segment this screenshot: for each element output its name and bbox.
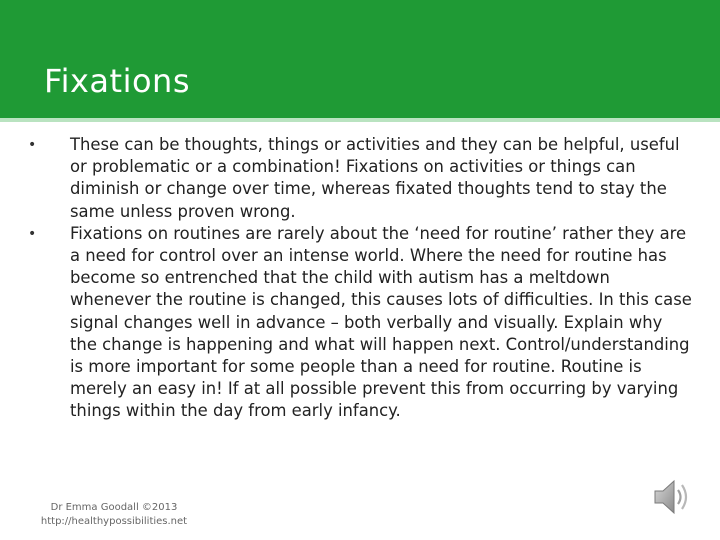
title-underline <box>0 118 720 122</box>
footer <box>38 501 190 529</box>
slide-title: Fixations <box>44 62 190 100</box>
bullet-text-1: These can be thoughts, things or activities and they can be helpful, useful or problematic or a combination! Fixations on activities or things can diminish or change over time, whereas fixated thoughts tend to stay the same unless proven wrong. <box>70 135 680 221</box>
speaker-icon[interactable] <box>652 474 692 520</box>
bullet-text-2: Fixations on routines are rarely about the ‘need for routine’ rather they are a need for control over an intense world. Where the need for routine has become so entrenched that the child with autism has a meltdown whenever the routine is changed, this causes lots of difficulties. In this case signal changes well in advance – both verbally and visually. Explain why the change is happening and what will happen next. Control/understanding is more important for some people than a need for routine. Routine is merely an easy in! If at all possible prevent this from occurring by varying things within the day from early infancy. <box>70 223 692 421</box>
bullet-dot-icon: • <box>28 225 37 242</box>
footer-url: http://healthypossibilities.net <box>40 516 188 527</box>
bullet-item-1 <box>22 134 692 223</box>
bullet-item-2 <box>22 223 692 423</box>
bullet-list <box>22 134 692 423</box>
bullet-dot-icon: • <box>28 137 37 153</box>
footer-author: Dr Emma Goodall ©2013 <box>50 502 178 513</box>
title-bar <box>0 0 720 118</box>
